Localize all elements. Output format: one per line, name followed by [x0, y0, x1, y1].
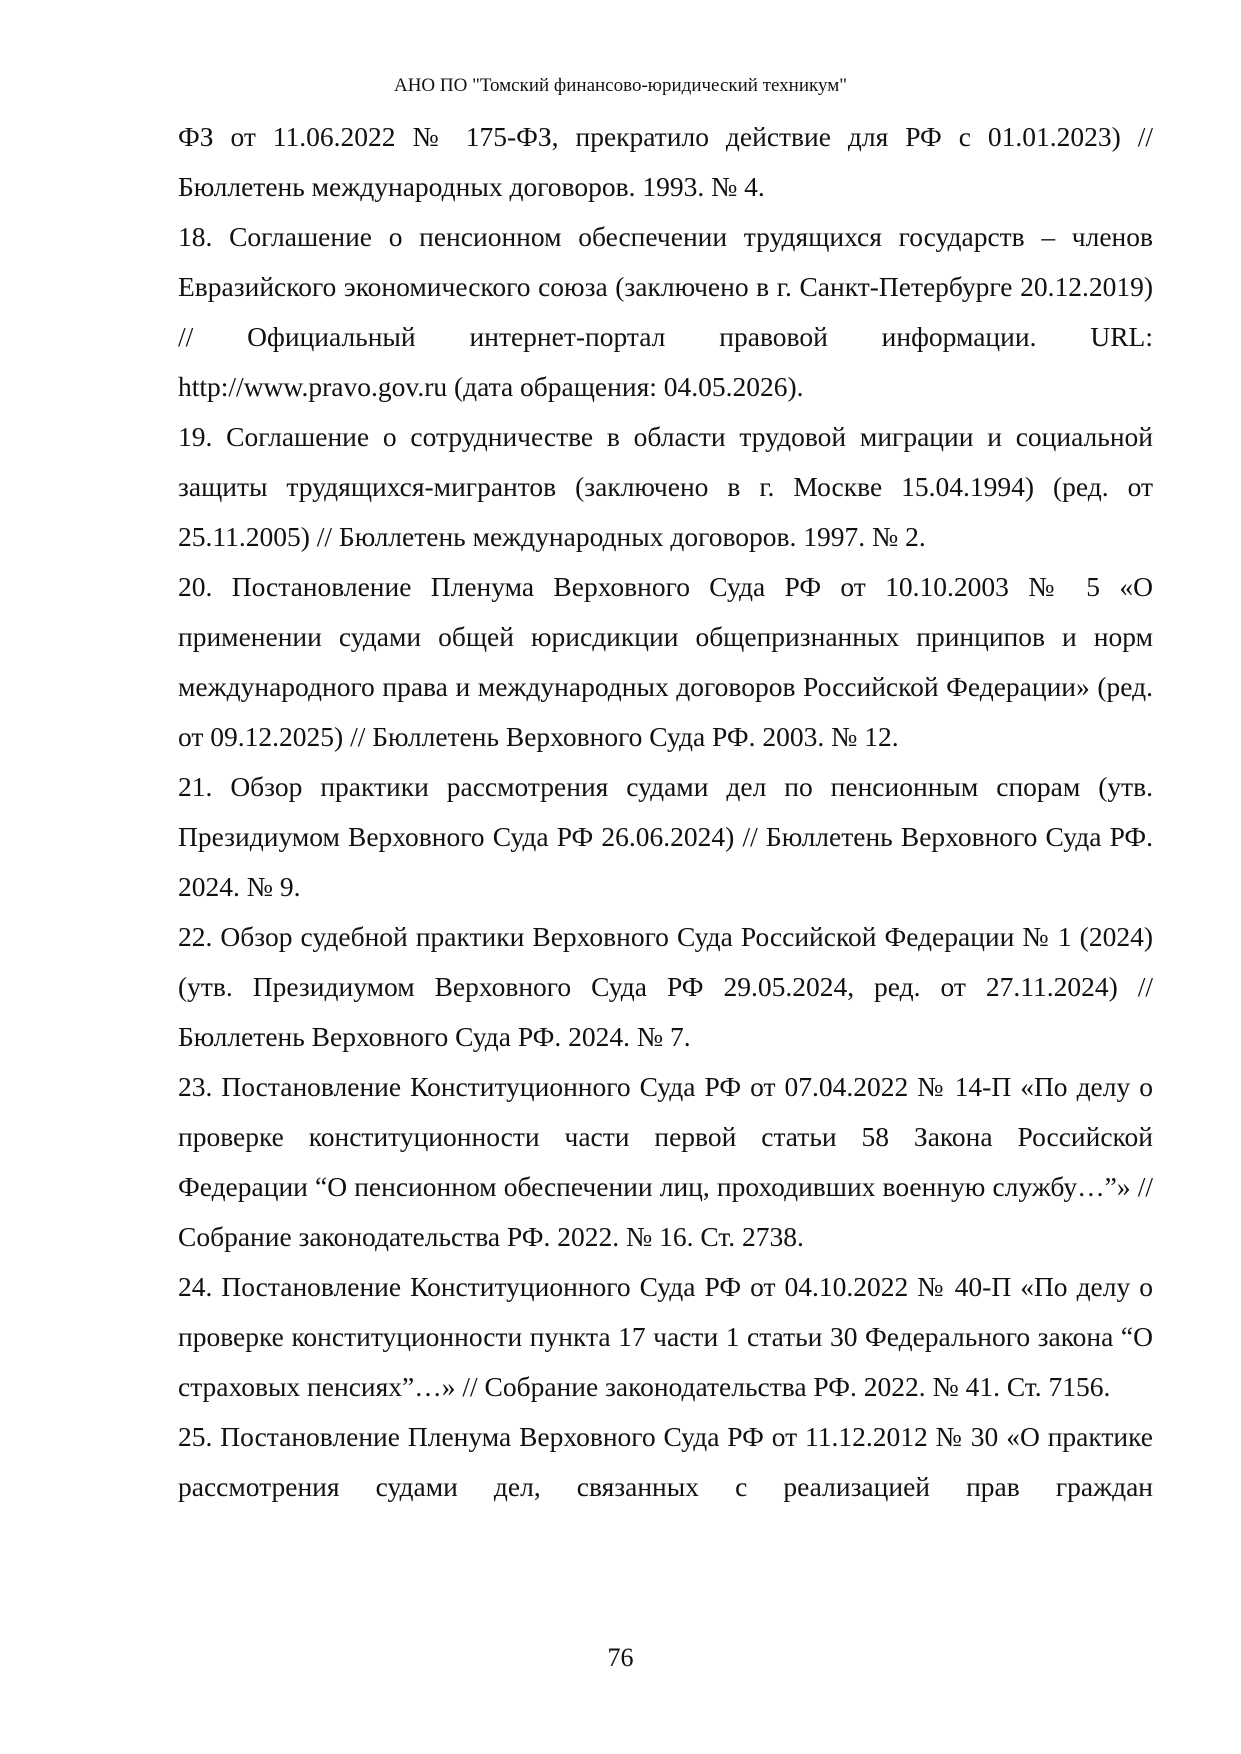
reference-item-22: 22. Обзор судебной практики Верховного Суда Российской Федерации № 1 (2024) (утв. Президиумом Верховного Суда РФ 29.05.2024, ред. от 27.11.2024) // Бюллетень Верховного Суда РФ. 2024. № 7.: [178, 921, 1153, 1052]
references-list: [178, 112, 1153, 1512]
reference-item-20: 20. Постановление Пленума Верховного Суда РФ от 10.10.2003 № 5 «О применении судами общей юрисдикции общепризнанных принципов и норм международного права и международных договоров Российской Федерации» (ред. от 09.12.2025) // Бюллетень Верховного Суда РФ. 2003. № 12.: [178, 571, 1153, 752]
reference-item-24: 24. Постановление Конституционного Суда РФ от 04.10.2022 № 40-П «По делу о проверке конституционности пункта 17 части 1 статьи 30 Федерального закона “О страховых пенсиях”…» // Собрание законодательства РФ. 2022. № 41. Ст. 7156.: [178, 1271, 1153, 1402]
page-header: АНО ПО "Томский финансово-юридический техникум": [393, 75, 848, 96]
page-number: 76: [607, 1643, 634, 1672]
reference-continuation: ФЗ от 11.06.2022 № 175-ФЗ, прекратило действие для РФ с 01.01.2023) // Бюллетень международных договоров. 1993. № 4.: [178, 121, 1153, 202]
reference-item-23: 23. Постановление Конституционного Суда РФ от 07.04.2022 № 14-П «По делу о проверке конституционности части первой статьи 58 Закона Российской Федерации “О пенсионном обеспечении лиц, проходивших военную службу…”» // Собрание законодательства РФ. 2022. № 16. Ст. 2738.: [178, 1071, 1153, 1252]
reference-item-19: 19. Соглашение о сотрудничестве в области трудовой миграции и социальной защиты трудящихся-мигрантов (заключено в г. Москве 15.04.1994) (ред. от 25.11.2005) // Бюллетень международных договоров. 1997. № 2.: [178, 421, 1153, 552]
reference-item-21: 21. Обзор практики рассмотрения судами дел по пенсионным спорам (утв. Президиумом Верховного Суда РФ 26.06.2024) // Бюллетень Верховного Суда РФ. 2024. № 9.: [178, 771, 1153, 902]
reference-item-25: 25. Постановление Пленума Верховного Суда РФ от 11.12.2012 № 30 «О практике рассмотрения судами дел, связанных с реализацией прав граждан: [178, 1421, 1153, 1502]
reference-item-18: 18. Соглашение о пенсионном обеспечении трудящихся государств – членов Евразийского экономического союза (заключено в г. Санкт-Петербурге 20.12.2019) // Официальный интернет-портал правовой информации. URL: http://www.pravo.gov.ru (дата обращения: 04.05.2026).: [178, 221, 1153, 402]
